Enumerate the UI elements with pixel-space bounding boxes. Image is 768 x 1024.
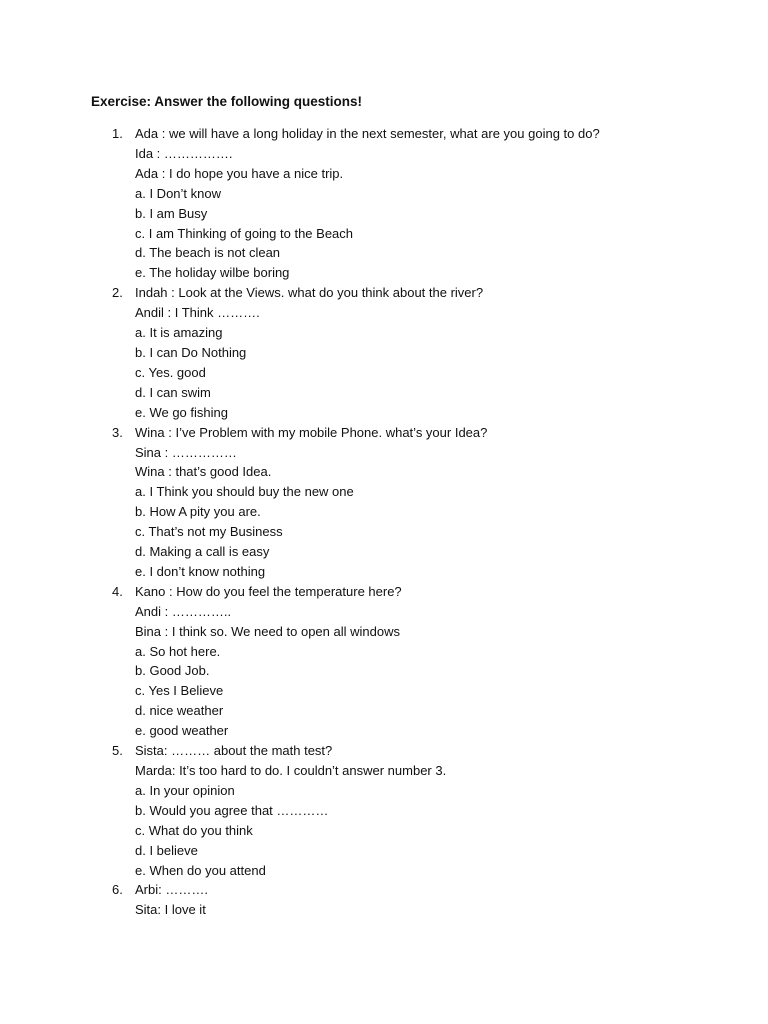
dialogue-line: Ada : we will have a long holiday in the next semester, what are you going to do? (135, 126, 600, 141)
answer-option: c. I am Thinking of going to the Beach (135, 225, 354, 241)
answer-option: e. good weather (135, 723, 229, 739)
dialogue-line: Wina : I’ve Problem with my mobile Phone. what’s your Idea? (135, 424, 488, 440)
dialogue-line: Indah : Look at the Views. what do you think about the river? (135, 285, 484, 301)
question-number: 4. (112, 583, 123, 599)
question-number: 1. (112, 126, 123, 141)
answer-option: b. I am Busy (135, 205, 208, 221)
dialogue-line: Arbi: ………. (135, 882, 208, 898)
dialogue-line: Marda: It’s too hard to do. I couldn’t answer number 3. (135, 763, 447, 778)
question-number: 3. (112, 424, 123, 440)
question-number: 5. (112, 743, 123, 759)
answer-option: e. When do you attend (135, 862, 266, 878)
question-list (0, 124, 768, 920)
answer-option: a. It is amazing (135, 325, 223, 341)
answer-option: e. The holiday wilbe boring (135, 265, 290, 281)
dialogue-line: Bina : I think so. We need to open all windows (135, 623, 400, 639)
dialogue-line: Ada : I do hope you have a nice trip. (135, 165, 344, 181)
dialogue-line: Andil : I Think ………. (135, 305, 260, 321)
question-item (0, 124, 768, 283)
dialogue-line: Kano : How do you feel the temperature here? (135, 583, 402, 599)
dialogue-line: Wina : that’s good Idea. (135, 464, 272, 480)
answer-option: d. I can swim (135, 384, 211, 400)
dialogue-line: Andi : ………….. (135, 603, 232, 619)
answer-option: c. That’s not my Business (135, 524, 283, 540)
answer-option: d. Making a call is easy (135, 544, 270, 560)
answer-option: c. Yes. good (135, 364, 206, 380)
dialogue-line: Ida : ……………. (135, 145, 233, 161)
answer-option: d. nice weather (135, 703, 224, 719)
question-item (0, 283, 768, 422)
answer-option: a. So hot here. (135, 643, 221, 659)
question-number: 2. (112, 285, 123, 301)
question-item (0, 582, 768, 741)
answer-option: a. I Think you should buy the new one (135, 484, 354, 500)
question-item (0, 880, 768, 920)
dialogue-line: Sista: ……… about the math test? (135, 743, 333, 759)
dialogue-line: Sita: I love it (135, 902, 206, 918)
dialogue-line: Sina : …………… (135, 444, 237, 460)
question-item (0, 741, 768, 880)
answer-option: c. What do you think (135, 822, 253, 838)
question-item (0, 423, 768, 582)
answer-option: e. I don’t know nothing (135, 563, 266, 579)
answer-option: b. How A pity you are. (135, 504, 261, 520)
answer-option: e. We go fishing (135, 404, 228, 420)
answer-option: c. Yes I Believe (135, 683, 224, 699)
answer-option: b. I can Do Nothing (135, 344, 247, 360)
answer-option: b. Would you agree that ………… (135, 802, 329, 818)
answer-option: d. I believe (135, 842, 198, 858)
exercise-title: Exercise: Answer the following questions! (91, 94, 363, 109)
answer-option: a. I Don’t know (135, 185, 221, 201)
answer-option: a. In your opinion (135, 782, 235, 798)
answer-option: b. Good Job. (135, 663, 210, 679)
answer-option: d. The beach is not clean (135, 245, 281, 261)
question-number: 6. (112, 882, 123, 898)
